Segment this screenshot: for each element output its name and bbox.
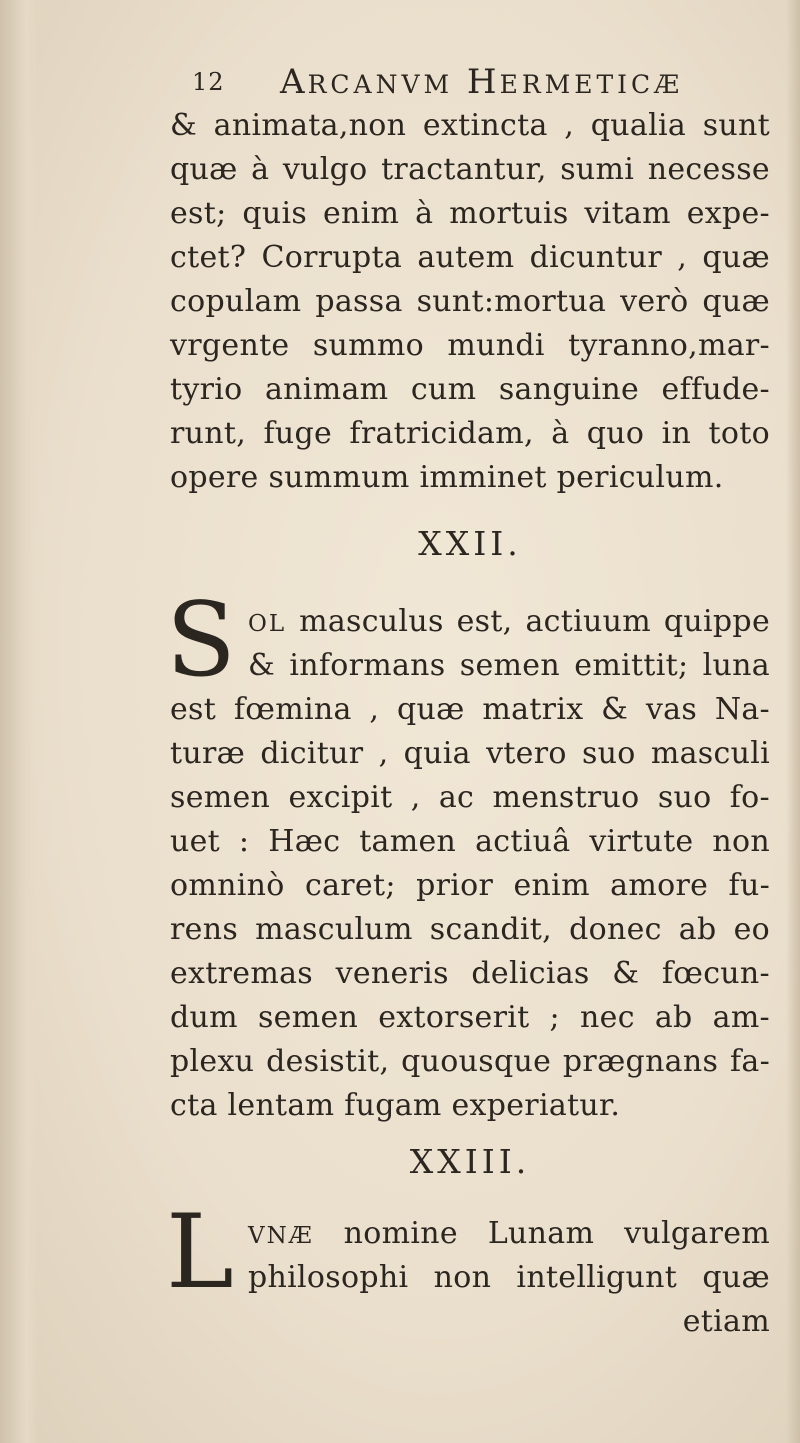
text-line: est fœmina , quæ matrix & vas Na- — [170, 692, 770, 727]
text-line: OL masculus est, actiuum quippe — [248, 604, 770, 639]
text-line: & informans semen emittit; luna — [248, 648, 770, 683]
section-heading-xxiii: XXIII. — [409, 1142, 531, 1181]
text-line: tyrio animam cum sanguine effude- — [170, 372, 770, 407]
text-line: plexu desistit, quousque prægnans fa- — [170, 1044, 770, 1079]
text-line: ctet? Corrupta autem dicuntur , quæ — [170, 240, 770, 275]
catchword: etiam — [682, 1304, 770, 1339]
text-line: rens masculum scandit, donec ab eo — [170, 912, 770, 947]
running-title: ARCANVM HERMETICÆ — [280, 62, 684, 102]
text-line: runt, fuge fratricidam, à quo in toto — [170, 416, 770, 451]
section-heading-xxii: XXII. — [418, 524, 522, 563]
text-line: est; quis enim à mortuis vitam expe- — [170, 196, 770, 231]
page-number: 12 — [192, 68, 225, 96]
page-gutter-shadow — [0, 0, 38, 1443]
text-line: omninò caret; prior enim amore fu- — [170, 868, 770, 903]
text-line: uet : Hæc tamen actiuâ virtute non — [170, 824, 770, 859]
running-head — [192, 62, 752, 106]
text-line: dum semen extorserit ; nec ab am- — [170, 1000, 770, 1035]
section-22-paragraph — [170, 600, 770, 1128]
small-caps-word: VNÆ — [248, 1223, 314, 1249]
text-line: VNÆ nomine Lunam vulgarem — [248, 1216, 771, 1251]
text-line: turæ dicitur , quia vtero suo masculi — [170, 736, 770, 771]
text-line: extremas veneris delicias & fœcun- — [170, 956, 770, 991]
intro-paragraph — [170, 104, 770, 500]
small-caps-word: OL — [248, 611, 287, 637]
text-line: cta lentam fugam experiatur. — [170, 1088, 621, 1123]
page-edge-shadow — [786, 0, 800, 1443]
text-line: vrgente summo mundi tyranno,mar- — [170, 328, 770, 363]
drop-cap-l: L — [166, 1193, 234, 1312]
text-line: quæ à vulgo tractantur, sumi necesse — [170, 152, 770, 187]
text-line: opere summum imminet periculum. — [170, 460, 724, 495]
text-line: copulam passa sunt:mortua verò quæ — [170, 284, 770, 319]
drop-cap-s: S — [166, 581, 236, 700]
section-23-paragraph — [170, 1212, 770, 1344]
text-line: philosophi non intelligunt quæ — [248, 1260, 770, 1295]
text-line: semen excipit , ac menstruo suo fo- — [170, 780, 770, 815]
text-line: & animata,non extincta , qualia sunt — [170, 108, 770, 143]
